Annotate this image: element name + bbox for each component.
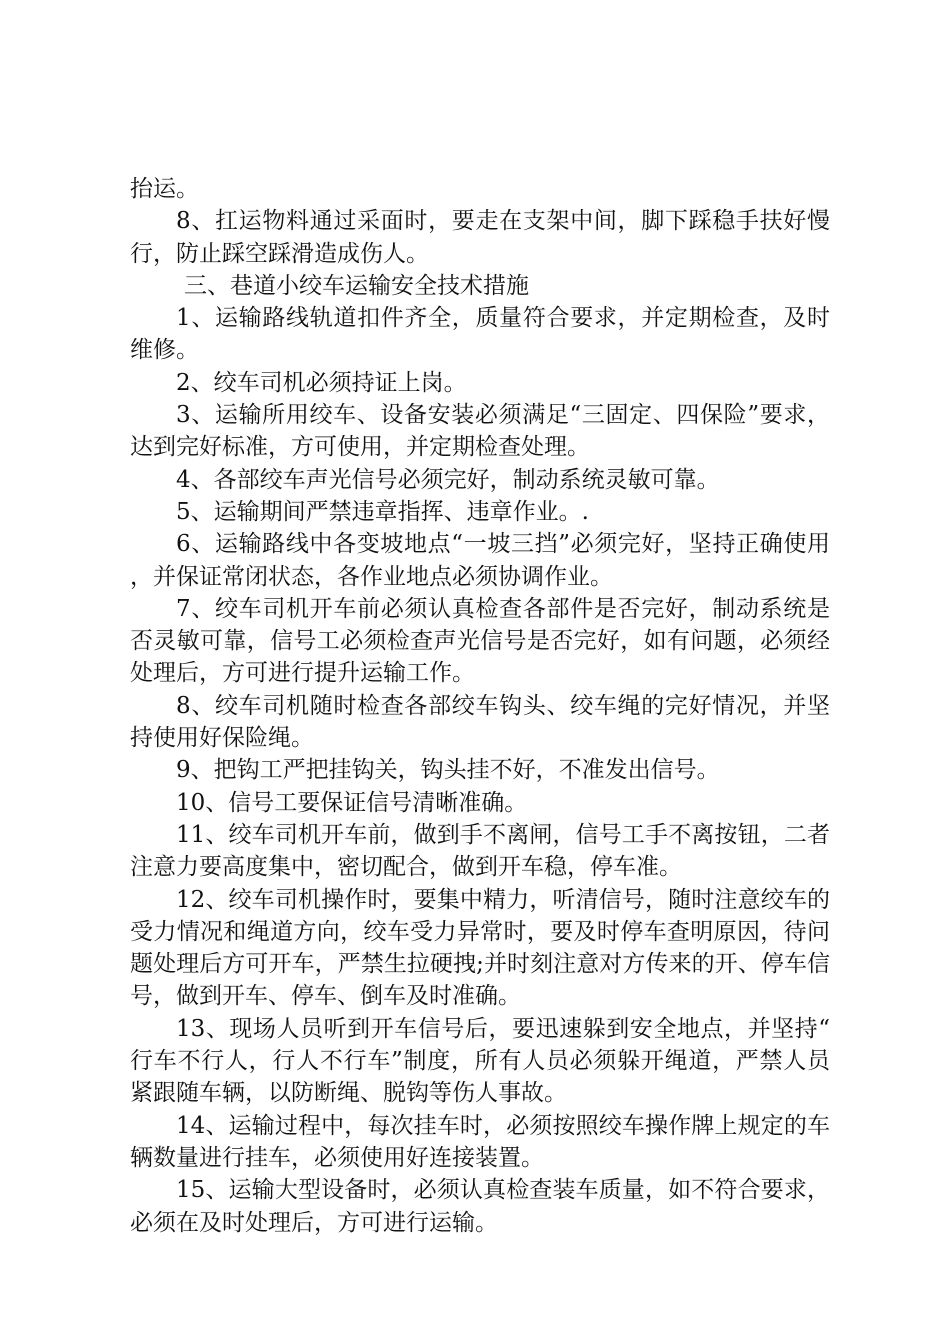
paragraph-0: 抬运。 [130, 176, 199, 202]
paragraph-1: 8、扛运物料通过采面时，要走在支架中间，脚下踩稳手扶好慢行，防止踩空踩滑造成伤人。 [130, 208, 830, 267]
paragraph-5: 3、运输所用绞车、设备安装必须满足“三固定、四保险”要求，达到完好标准，方可使用，并定期检查处理。 [130, 402, 830, 461]
paragraph-13: 11、绞车司机开车前，做到手不离闸，信号工手不离按钮，二者注意力要高度集中，密切配合，做到开车稳，停车准。 [130, 821, 830, 881]
paragraph-17: 15、运输大型设备时，必须认真检查装车质量，如不符合要求，必须在及时处理后，方可进行运输。 [130, 1177, 830, 1236]
paragraph-6: 4、各部绞车声光信号必须完好，制动系统灵敏可靠。 [176, 466, 720, 493]
paragraph-15: 13、现场人员听到开车信号后，要迅速躲到安全地点，并坚持“行车不行人，行人不行车”制度，所有人员必须躲开绳道，严禁人员紧跟随车辆，以防断绳、脱钩等伤人事故。 [130, 1015, 830, 1107]
document-page [130, 173, 830, 1239]
paragraph-4: 2、绞车司机必须持证上岗。 [176, 369, 467, 396]
paragraph-3: 1、运输路线轨道扣件齐全，质量符合要求，并定期检查，及时维修。 [130, 305, 830, 364]
paragraph-7: 5、运输期间严禁违章指挥、违章作业。. [176, 498, 589, 525]
paragraph-9: 7、绞车司机开车前必须认真检查各部件是否完好，制动系统是否灵敏可靠，信号工必须检查声光信号是否完好，如有问题，必须经处理后，方可进行提升运输工作。 [130, 595, 830, 687]
section-heading: 三、巷道小绞车运输安全技术措施 [184, 272, 529, 299]
paragraph-8: 6、运输路线中各变坡地点“一坡三挡”必须完好，坚持正确使用，并保证常闭状态，各作业地点必须协调作业。 [130, 531, 830, 590]
paragraph-10: 8、绞车司机随时检查各部绞车钩头、绞车绳的完好情况，并坚持使用好保险绳。 [130, 692, 830, 752]
paragraph-14: 12、绞车司机操作时，要集中精力，听清信号，随时注意绞车的受力情况和绳道方向，绞车受力异常时，要及时停车查明原因，待问题处理后方可开车，严禁生拉硬拽;并时刻注意对方传来的开、停车信号，做到开车、停车、倒车及时准确。 [130, 886, 830, 1010]
paragraph-12: 10、信号工要保证信号清晰准确。 [176, 789, 528, 816]
paragraph-16: 14、运输过程中，每次挂车时，必须按照绞车操作牌上规定的车辆数量进行挂车，必须使用好连接装置。 [130, 1112, 830, 1171]
paragraph-11: 9、把钩工严把挂钩关，钩头挂不好，不准发出信号。 [176, 757, 720, 784]
